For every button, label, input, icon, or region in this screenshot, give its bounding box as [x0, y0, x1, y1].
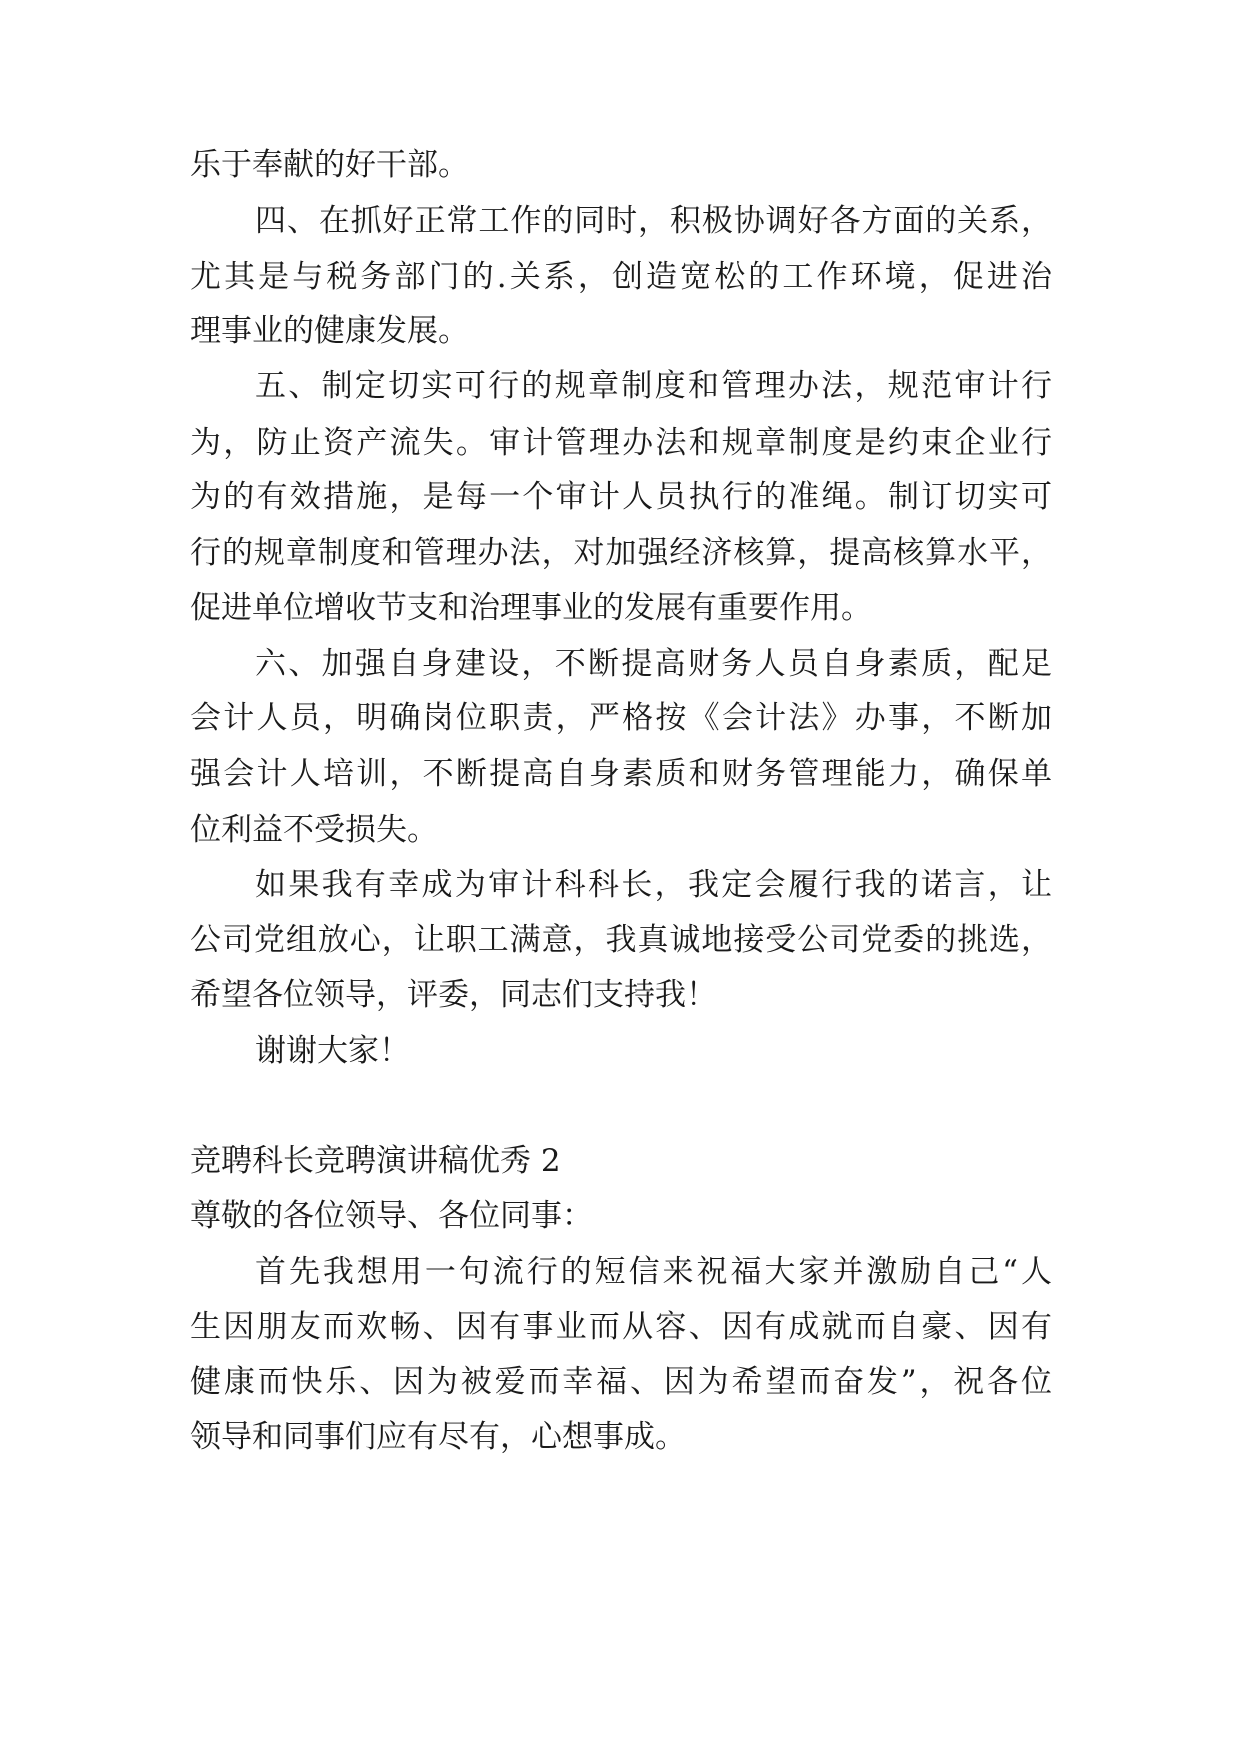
paragraph-line: 为的有效措施，是每一个审计人员执行的准绳。制订切实可 — [190, 479, 1052, 515]
paragraph-line: 健康而快乐、因为被爱而幸福、因为希望而奋发”，祝各位 — [190, 1364, 1052, 1400]
paragraph-line: 四、在抓好正常工作的同时，积极协调好各方面的关系， — [255, 203, 1052, 239]
paragraph-line: 乐于奉献的好干部。 — [190, 147, 469, 183]
paragraph-line: 如果我有幸成为审计科科长，我定会履行我的诺言，让 — [255, 867, 1052, 903]
section-heading: 竞聘科长竞聘演讲稿优秀 2 — [190, 1143, 561, 1179]
paragraph-line: 尤其是与税务部门的.关系，创造宽松的工作环境，促进治 — [190, 259, 1052, 295]
paragraph-line: 公司党组放心，让职工满意，我真诚地接受公司党委的挑选， — [190, 922, 1052, 958]
paragraph-line: 理事业的健康发展。 — [190, 313, 469, 349]
paragraph-line: 五、制定切实可行的规章制度和管理办法，规范审计行 — [255, 368, 1052, 404]
salutation: 尊敬的各位领导、各位同事： — [190, 1198, 593, 1234]
paragraph-line: 首先我想用一句流行的短信来祝福大家并激励自己“人 — [255, 1254, 1052, 1290]
paragraph-line: 强会计人培训，不断提高自身素质和财务管理能力，确保单 — [190, 756, 1052, 792]
paragraph-line: 生因朋友而欢畅、因有事业而从容、因有成就而自豪、因有 — [190, 1309, 1052, 1345]
paragraph-line: 为，防止资产流失。审计管理办法和规章制度是约束企业行 — [190, 425, 1052, 461]
paragraph-line: 位利益不受损失。 — [190, 812, 438, 848]
paragraph-line: 六、加强自身建设，不断提高财务人员自身素质，配足 — [255, 646, 1052, 682]
paragraph-line: 行的规章制度和管理办法，对加强经济核算，提高核算水平， — [190, 535, 1052, 571]
paragraph-line: 谢谢大家！ — [255, 1033, 410, 1069]
paragraph-line: 领导和同事们应有尽有，心想事成。 — [190, 1419, 686, 1455]
paragraph-line: 希望各位领导，评委，同志们支持我！ — [190, 977, 717, 1013]
paragraph-line: 促进单位增收节支和治理事业的发展有重要作用。 — [190, 590, 872, 626]
paragraph-line: 会计人员，明确岗位职责，严格按《会计法》办事，不断加 — [190, 700, 1052, 736]
